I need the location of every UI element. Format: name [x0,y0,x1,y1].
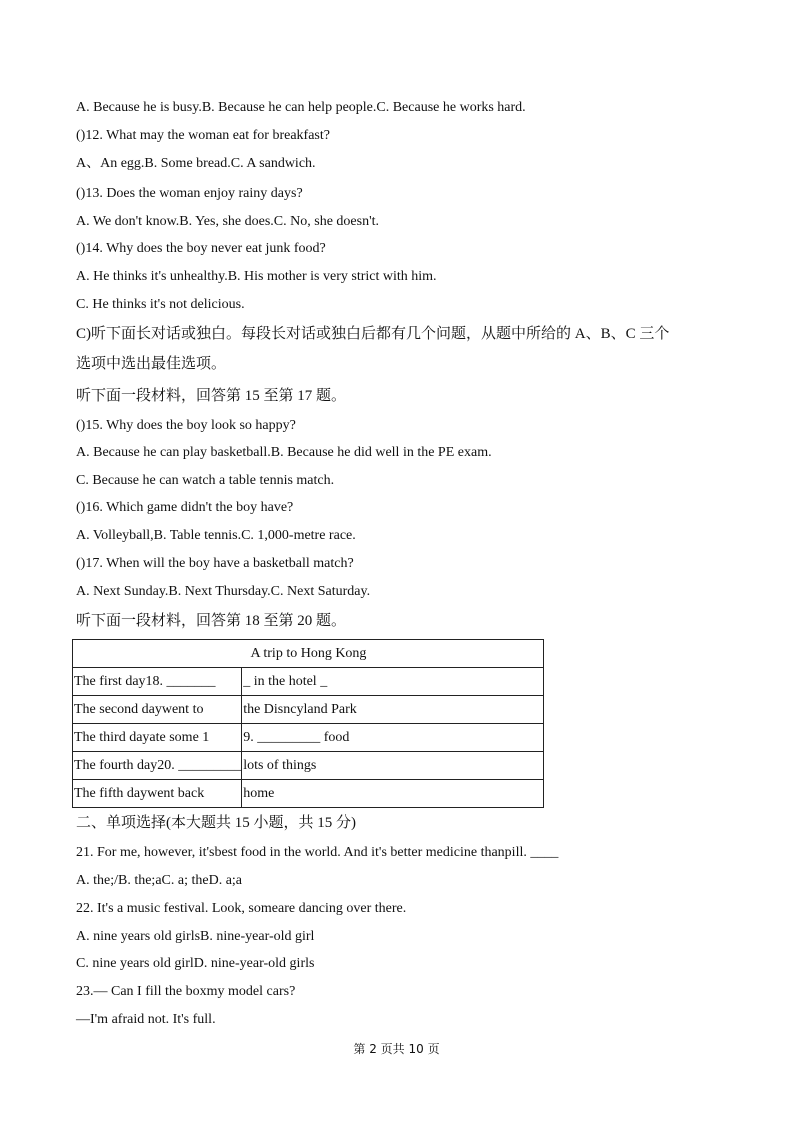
answer-blank-19: _________ [257,729,321,745]
cell-text: 9. [243,729,258,745]
cell-text: The first day18. [74,673,167,689]
text-line: C. Because he can watch a table tennis match. [76,473,335,488]
text-line: A. nine years old girlsB. nine-year-old girl [76,929,315,944]
text-line: ()17. When will the boy have a basketball match? [76,556,354,571]
text-line: A. He thinks it's unhealthy.B. His mother is very strict with him. [76,269,437,284]
text-line: A. We don't know.B. Yes, she does.C. No, she doesn't. [76,214,379,229]
text-line: ()12. What may the woman eat for breakfast? [76,128,330,143]
text-line: A. Because he is busy.B. Because he can help people.C. Because he works hard. [76,100,526,115]
text-line: 21. For me, however, it'sbest food in the world. And it's better medicine thanpill. ____ [76,845,559,860]
text-line: 听下面一段材料，回答第 15 至第 17 题。 [76,388,347,404]
text-line: 23.— Can I fill the boxmy model cars? [76,984,296,999]
text-line: A. Volleyball,B. Table tennis.C. 1,000-metre race. [76,528,356,543]
text-line: C. He thinks it's not delicious. [76,297,245,312]
table-row [73,780,544,808]
text-line: A、An egg.B. Some bread.C. A sandwich. [76,156,316,171]
table-header-row [73,640,544,668]
text-line: —I'm afraid not. It's full. [76,1012,216,1027]
table-title: A trip to Hong Kong [73,640,544,668]
page-footer: 第 2 页共 10 页 [353,1042,440,1056]
text-line: ()15. Why does the boy look so happy? [76,418,296,433]
table-cell: home [242,780,544,808]
table-cell: the Disncyland Park [242,696,544,724]
answer-blank-18: _______ [166,673,216,689]
text-line: A. Next Sunday.B. Next Thursday.C. Next Saturday. [76,584,371,599]
answer-blank-20: _________ [178,757,242,773]
text-line: C. nine years old girlD. nine-year-old girls [76,956,315,971]
text-line: 选项中选出最佳选项。 [76,356,227,372]
text-line: ()13. Does the woman enjoy rainy days? [76,186,303,201]
trip-table [72,639,544,808]
table-cell [73,752,242,780]
table-cell [242,724,544,752]
text-line: 二、单项选择(本大题共 15 小题，共 15 分) [76,815,356,831]
cell-text: food [320,729,350,745]
text-line: 22. It's a music festival. Look, someare dancing over there. [76,901,407,916]
table-cell [73,668,242,696]
table-cell: _ in the hotel _ [242,668,544,696]
cell-text: The fourth day20. [74,757,179,773]
text-line: ()16. Which game didn't the boy have? [76,500,294,515]
table-row [73,668,544,696]
table-row [73,696,544,724]
text-line: 听下面一段材料，回答第 18 至第 20 题。 [76,613,347,629]
table-row [73,724,544,752]
text-line: A. the;/B. the;aC. a; theD. a;a [76,873,243,888]
table-cell: The fifth daywent back [73,780,242,808]
table-cell: The third dayate some 1 [73,724,242,752]
table-row [73,752,544,780]
text-line: ()14. Why does the boy never eat junk food? [76,241,326,256]
table-cell: The second daywent to [73,696,242,724]
text-line: A. Because he can play basketball.B. Because he did well in the PE exam. [76,445,492,460]
table-cell: lots of things [242,752,544,780]
text-line: C)听下面长对话或独白。每段长对话或独白后都有几个问题，从题中所给的 A、B、C 三个 [76,326,670,342]
